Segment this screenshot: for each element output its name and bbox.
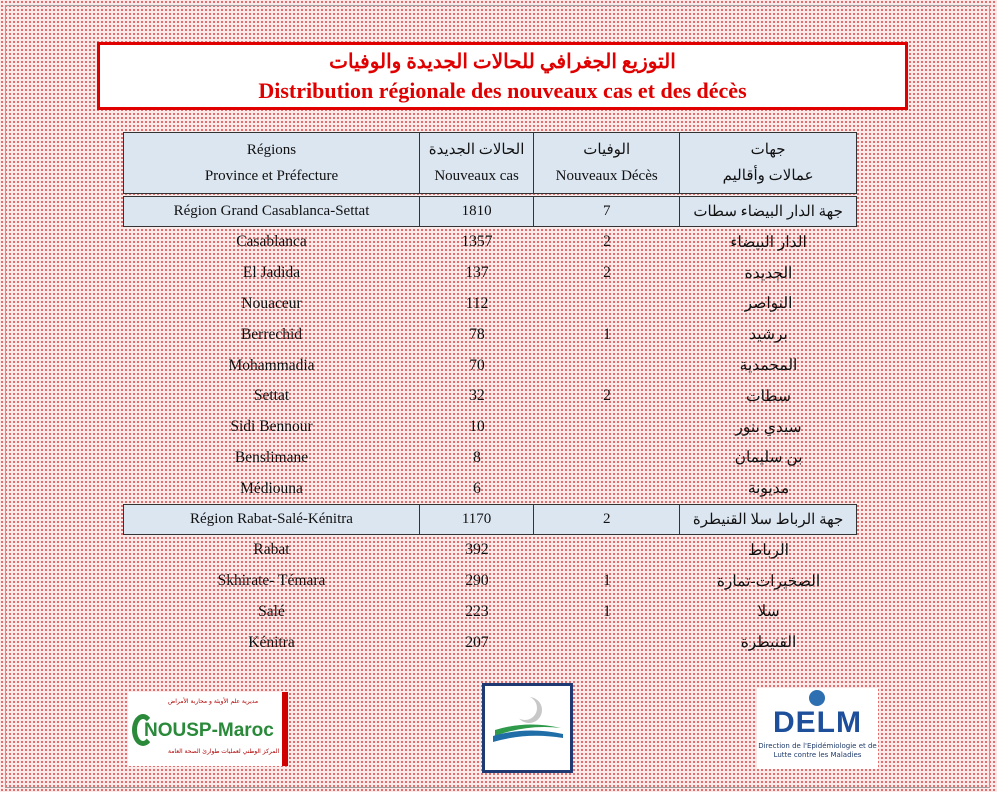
province-name: Mohammadia <box>228 356 315 374</box>
province-name-ar: الصخيرات-تمارة <box>716 572 821 590</box>
table-row <box>123 535 857 566</box>
province-name-ar: سلا <box>757 603 780 621</box>
table-row <box>123 319 857 350</box>
table-row <box>123 227 857 258</box>
region-row <box>123 196 857 227</box>
region-deaths: 2 <box>534 505 680 534</box>
province-cases: 78 <box>469 325 485 343</box>
table-row <box>123 627 857 658</box>
table-row <box>123 443 857 474</box>
province-name: Médiouna <box>240 479 303 497</box>
table-row <box>123 381 857 412</box>
header-deaths-fr: Nouveaux Décès <box>555 168 658 184</box>
province-deaths: 1 <box>603 602 611 620</box>
table-header <box>123 132 857 194</box>
table-row <box>123 566 857 597</box>
province-deaths: 1 <box>603 325 611 343</box>
nousp-top-text: مديرية علم الأوبئة و محاربة الأمراض <box>168 698 259 705</box>
province-name-ar: الدار البيضاء <box>730 233 807 251</box>
region-name-ar: جهة الدار البيضاء سطات <box>693 204 843 220</box>
table-row <box>123 473 857 504</box>
province-cases: 70 <box>469 356 485 374</box>
region-deaths: 7 <box>534 197 680 226</box>
province-cases: 8 <box>473 448 481 466</box>
province-name-ar: النواصر <box>744 295 793 313</box>
province-name-ar: القنيطرة <box>740 634 797 652</box>
region-cases: 1170 <box>420 505 534 534</box>
province-cases: 223 <box>465 602 489 620</box>
province-cases: 32 <box>469 387 485 405</box>
province-name: Salé <box>258 602 285 620</box>
province-name: El Jadida <box>242 264 301 282</box>
region-name: Région Grand Casablanca-Settat <box>124 197 420 226</box>
table-row <box>123 412 857 443</box>
province-name: Skhirate- Témara <box>217 572 326 590</box>
province-deaths: 2 <box>603 264 611 282</box>
province-list <box>123 227 857 504</box>
table-row <box>123 597 857 628</box>
title-box <box>97 42 908 110</box>
province-cases: 6 <box>473 479 481 497</box>
province-name-ar: برشيد <box>749 326 788 344</box>
region-name-ar: جهة الرباط سلا القنيطرة <box>692 512 844 528</box>
province-name: Benslimane <box>234 448 309 466</box>
province-name-ar: الجديدة <box>744 264 793 282</box>
nousp-text: NOUSP-Maroc <box>144 720 274 741</box>
header-deaths <box>534 133 680 193</box>
province-name-ar: سيدي بنور <box>735 418 802 436</box>
region-row <box>123 504 857 535</box>
province-cases: 392 <box>465 541 489 559</box>
table-row <box>123 258 857 289</box>
province-name-ar: المحمدية <box>739 357 798 375</box>
province-cases: 112 <box>465 294 489 312</box>
province-name: Nouaceur <box>241 294 302 312</box>
province-name-ar: بن سليمان <box>734 449 803 467</box>
header-regions-ar-line1: جهات <box>750 142 786 158</box>
header-regions <box>124 133 420 193</box>
title-arabic: التوزيع الجغرافي للحالات الجديدة والوفيات <box>329 51 676 73</box>
ministry-emblem-icon <box>485 686 570 770</box>
region-cases: 1810 <box>420 197 534 226</box>
header-regions-line2: Province et Préfecture <box>204 168 339 184</box>
table-row <box>123 350 857 381</box>
header-regions-ar <box>680 133 856 193</box>
region-name: Région Rabat-Salé-Kénitra <box>124 505 420 534</box>
province-name-ar: الرباط <box>748 541 789 559</box>
province-name-ar: سطات <box>745 387 792 405</box>
table-row <box>123 289 857 320</box>
title-french: Distribution régionale des nouveaux cas et des décès <box>258 78 747 103</box>
nousp-logo <box>128 692 288 766</box>
nousp-bottom-text: المركز الوطني لعمليات طوارئ الصحة العامة <box>168 748 280 755</box>
province-cases: 290 <box>465 572 489 590</box>
header-regions-ar-line2: عمالات وأقاليم <box>722 168 814 184</box>
province-deaths: 2 <box>603 387 611 405</box>
province-list <box>123 535 857 658</box>
province-name: Rabat <box>253 541 290 559</box>
province-deaths: 2 <box>603 233 611 251</box>
province-deaths: 1 <box>603 572 611 590</box>
province-cases: 1357 <box>461 233 493 251</box>
delm-dot-icon <box>809 690 825 706</box>
province-name: Sidi Bennour <box>230 418 313 436</box>
province-name: Settat <box>253 387 290 405</box>
province-name: Kénitra <box>248 633 295 651</box>
delm-subtitle: Direction de l'Epidémiologie et de Lutte contre les Maladies <box>758 742 877 759</box>
header-regions-line1: Régions <box>246 142 297 158</box>
province-name: Casablanca <box>236 233 307 251</box>
header-cases <box>420 133 534 193</box>
nousp-red-bar <box>282 692 288 766</box>
province-cases: 137 <box>465 264 489 282</box>
header-deaths-ar: الوفيات <box>583 142 631 158</box>
ministry-emblem-logo <box>482 683 573 773</box>
header-cases-ar: الحالات الجديدة <box>428 142 525 158</box>
province-cases: 207 <box>465 633 489 651</box>
delm-logo <box>757 688 878 769</box>
province-name-ar: مديونة <box>747 480 790 498</box>
delm-text: DELM <box>773 706 862 739</box>
province-name: Berrechid <box>240 325 303 343</box>
header-cases-fr: Nouveaux cas <box>434 168 519 184</box>
province-cases: 10 <box>469 418 485 436</box>
